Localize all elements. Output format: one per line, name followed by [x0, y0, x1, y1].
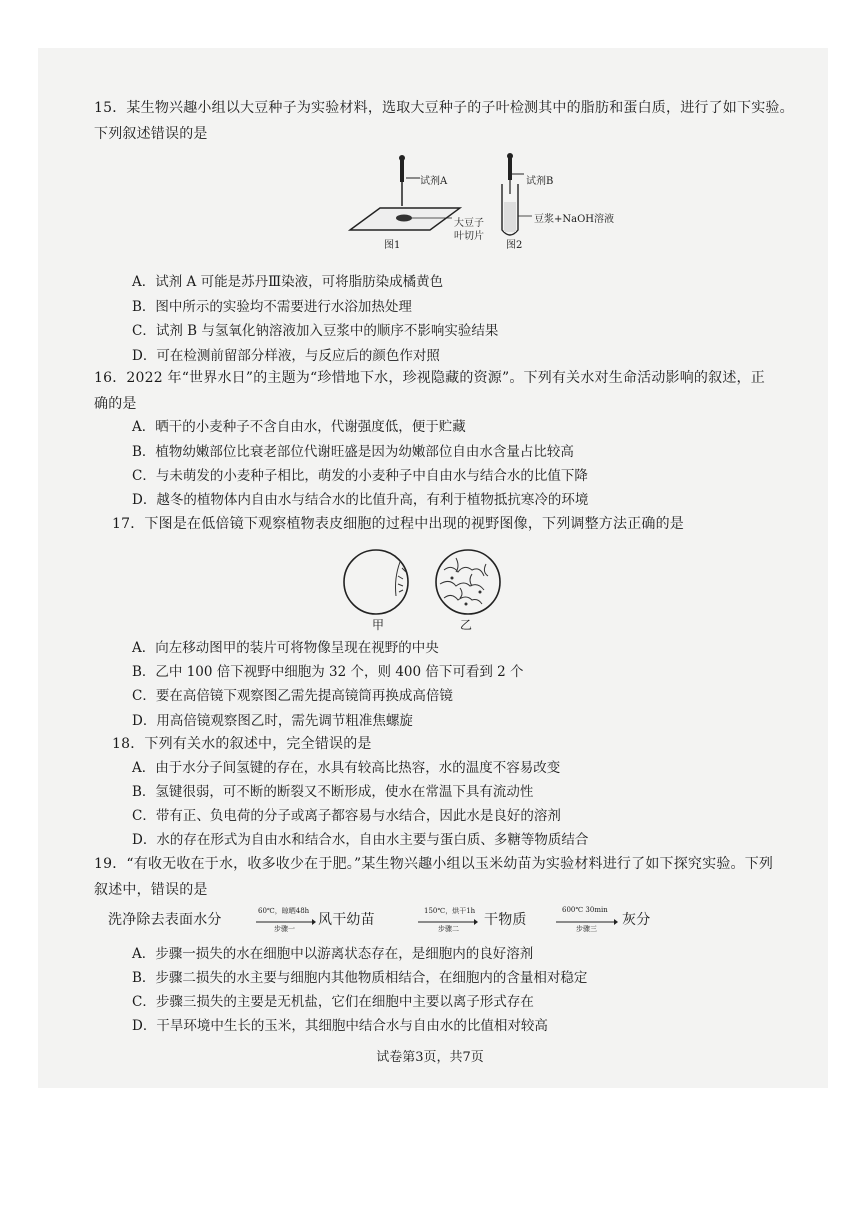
q19-flow-arrow3-bottom: 步骤三 — [576, 925, 597, 933]
q15-option-d: D．可在检测前留部分样液，与反应后的颜色作对照 — [132, 348, 440, 364]
q15-stem-line1: 15．某生物兴趣小组以大豆种子为实验材料，选取大豆种子的子叶检测其中的脂肪和蛋白质，进行了如下实验。 — [94, 100, 794, 116]
q17-fig-label-right: 乙 — [460, 618, 473, 632]
q15-figure — [340, 150, 640, 250]
q17-option-a: A．向左移动图甲的装片可将物像呈现在视野的中央 — [132, 640, 439, 656]
q19-option-c: C．步骤三损失的主要是无机盐，它们在细胞中主要以离子形式存在 — [132, 994, 534, 1010]
q16-option-a: A．晒干的小麦种子不含自由水，代谢强度低，便于贮藏 — [132, 419, 466, 435]
q15-tube-label: 豆浆+NaOH溶液 — [534, 214, 615, 225]
q19-flow-arrow1-bottom: 步骤一 — [274, 925, 295, 933]
q17-fig-label-left: 甲 — [372, 618, 385, 632]
q19-flow-arrow1-top: 60℃，晾晒48h — [258, 907, 310, 915]
q15-option-b: B．图中所示的实验均不需要进行水浴加热处理 — [132, 299, 412, 315]
q18-option-d: D．水的存在形式为自由水和结合水，自由水主要与蛋白质、多糖等物质结合 — [132, 832, 589, 848]
q19-flow-step1: 洗净除去表面水分 — [108, 912, 222, 928]
q18-option-b: B．氢键很弱，可不断的断裂又不断形成，使水在常温下具有流动性 — [132, 784, 534, 800]
q15-option-a: A．试剂 A 可能是苏丹Ⅲ染液，可将脂肪染成橘黄色 — [132, 274, 444, 290]
q15-slice-label-2: 叶切片 — [454, 231, 484, 242]
q19-flow-step3: 干物质 — [484, 912, 527, 928]
q15-slice-label-1: 大豆子 — [454, 218, 484, 229]
q19-option-d: D．干旱环境中生长的玉米，其细胞中结合水与自由水的比值相对较高 — [132, 1018, 548, 1034]
q17-option-b: B．乙中 100 倍下视野中细胞为 32 个，则 400 倍下可看到 2 个 — [132, 664, 524, 680]
q17-option-d: D．用高倍镜观察图乙时，需先调节粗准焦螺旋 — [132, 713, 413, 729]
q15-stem-line2: 下列叙述错误的是 — [94, 126, 208, 142]
q17-option-c: C．要在高倍镜下观察图乙需先提高镜筒再换成高倍镜 — [132, 688, 453, 704]
q19-option-b: B．步骤二损失的水主要与细胞内其他物质相结合，在细胞内的含量相对稳定 — [132, 970, 588, 986]
q19-flow-step2: 风干幼苗 — [318, 912, 375, 928]
q17-stem: 17．下图是在低倍镜下观察植物表皮细胞的过程中出现的视野图像，下列调整方法正确的是 — [112, 516, 685, 532]
q19-flow-arrow2-top: 150℃，烘干1h — [424, 907, 476, 915]
q19-flow-arrow2-bottom: 步骤二 — [438, 925, 459, 933]
q18-option-c: C．带有正、负电荷的分子或离子都容易与水结合，因此水是良好的溶剂 — [132, 808, 561, 824]
q15-reagent-a-label: 试剂A — [420, 176, 448, 187]
q16-option-b: B．植物幼嫩部位比衰老部位代谢旺盛是因为幼嫩部位自由水含量占比较高 — [132, 444, 574, 460]
q15-fig1-caption: 图1 — [384, 240, 401, 251]
q19-flow-step4: 灰分 — [622, 912, 651, 928]
q19-stem-line2: 叙述中，错误的是 — [94, 882, 208, 898]
q15-reagent-b-label: 试剂B — [526, 176, 554, 187]
q15-option-c: C．试剂 B 与氢氧化钠溶液加入豆浆中的顺序不影响实验结果 — [132, 323, 499, 339]
q18-stem: 18．下列有关水的叙述中，完全错误的是 — [112, 736, 372, 752]
q19-stem-line1: 19．“有收无收在于水，收多收少在于肥。”某生物兴趣小组以玉米幼苗为实验材料进行了如下探究实验。下列 — [94, 856, 774, 872]
q16-option-c: C．与未萌发的小麦种子相比，萌发的小麦种子中自由水与结合水的比值下降 — [132, 468, 588, 484]
q18-option-a: A．由于水分子间氢键的存在，水具有较高比热容，水的温度不容易改变 — [132, 760, 561, 776]
q19-flow-arrow3-top: 600℃ 30min — [562, 906, 608, 914]
q16-option-d: D．越冬的植物体内自由水与结合水的比值升高，有利于植物抵抗寒冷的环境 — [132, 492, 589, 508]
q16-stem-line1: 16．2022 年“世界水日”的主题为“珍惜地下水，珍视隐藏的资源”。下列有关水对生命活动影响的叙述，正 — [94, 370, 765, 386]
q19-option-a: A．步骤一损失的水在细胞中以游离状态存在，是细胞内的良好溶剂 — [132, 946, 534, 962]
page-footer: 试卷第3页，共7页 — [376, 1050, 484, 1065]
q16-stem-line2: 确的是 — [94, 396, 137, 412]
q17-figure — [340, 548, 510, 618]
q15-fig2-caption: 图2 — [506, 240, 523, 251]
